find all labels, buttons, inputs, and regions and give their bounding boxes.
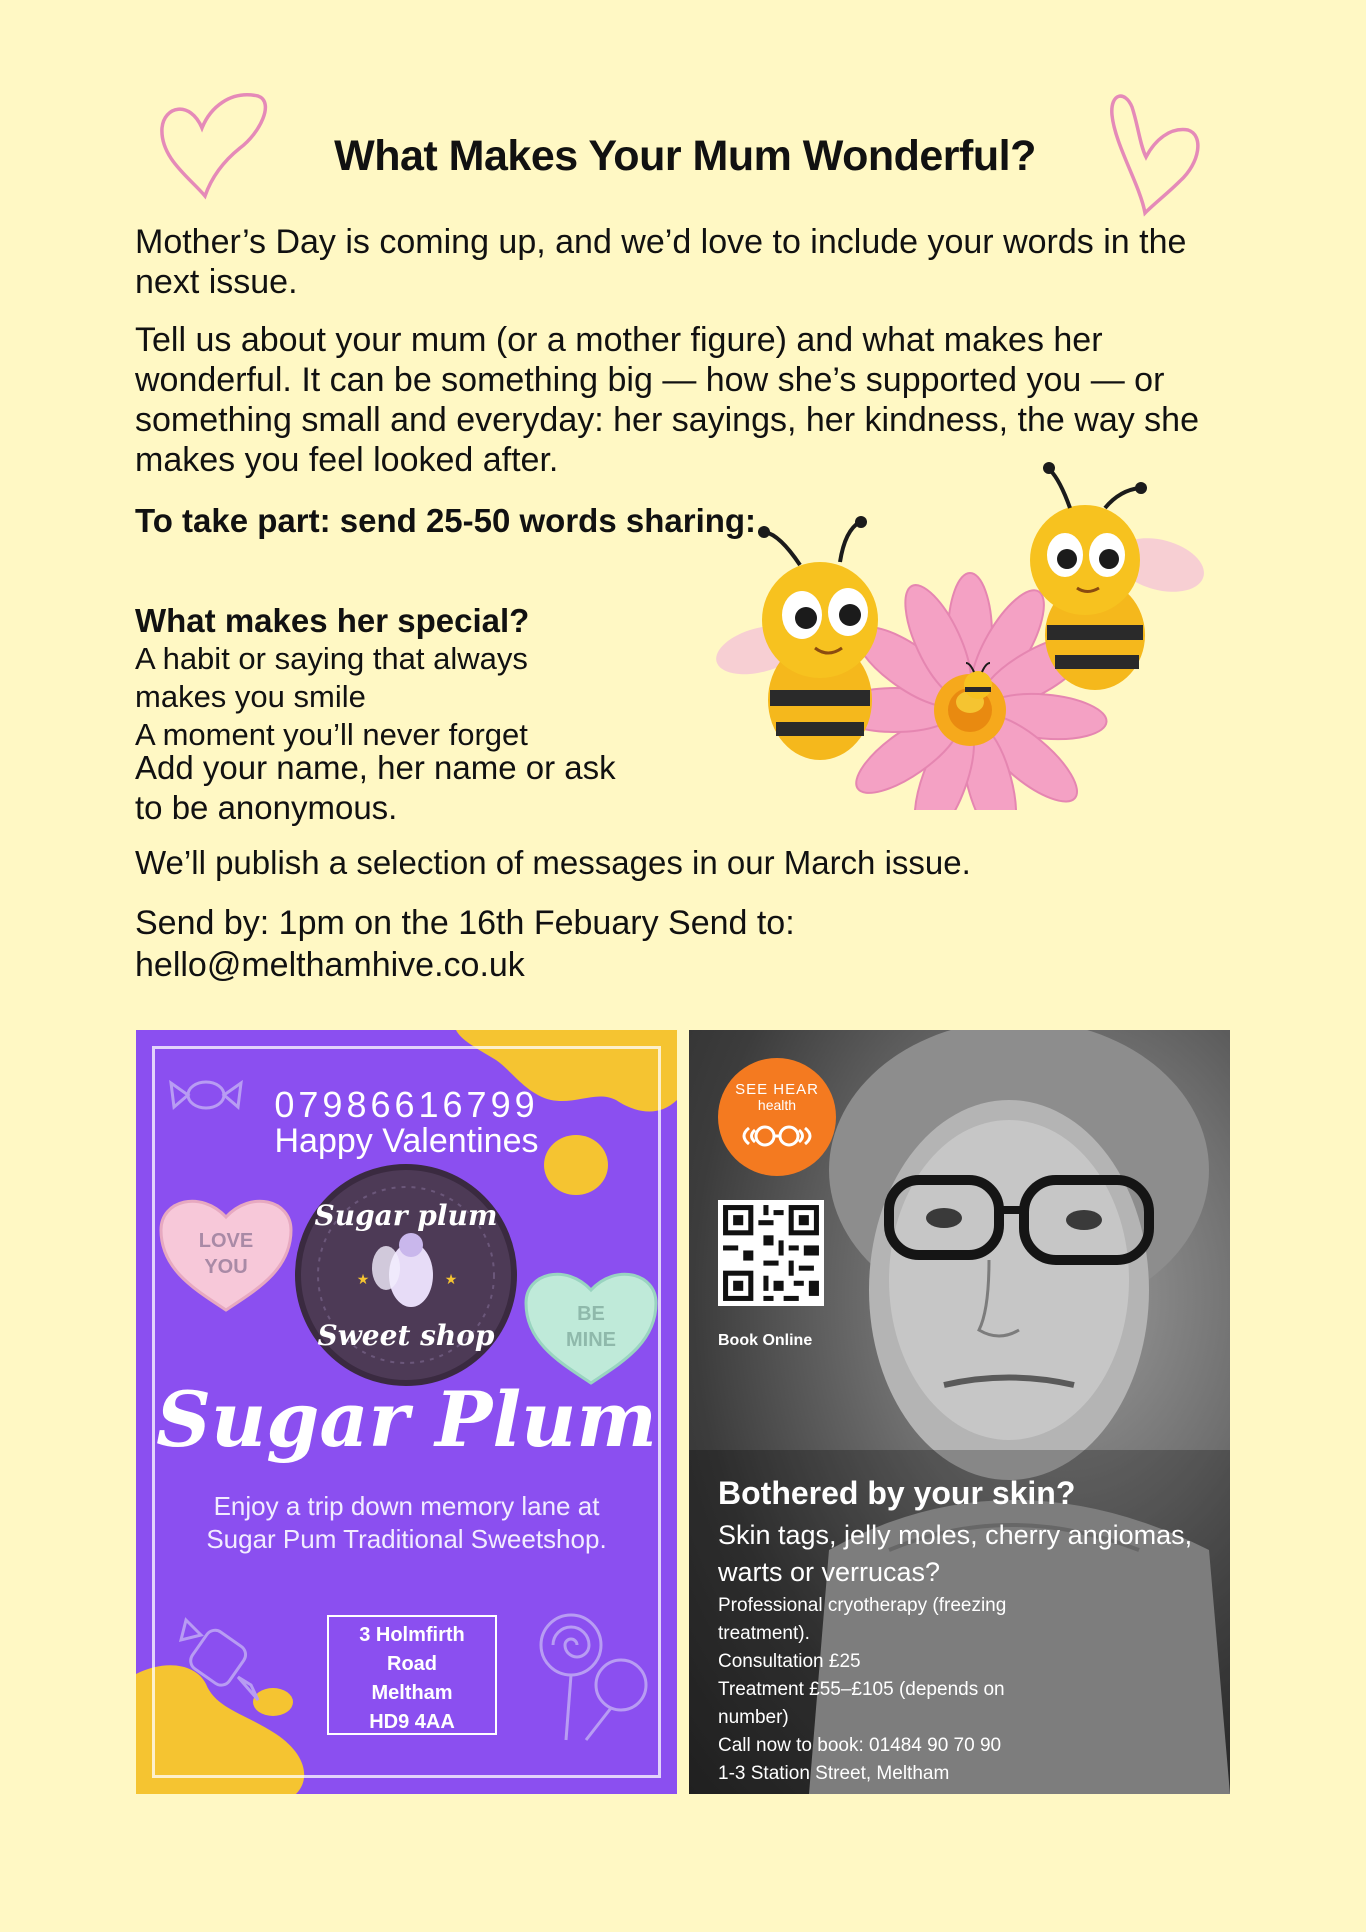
wrapped-candy-icon <box>166 1065 246 1125</box>
detail-line: treatment). <box>718 1623 810 1644</box>
detail-line: number) <box>718 1707 789 1728</box>
logo-line1: SEE HEAR <box>735 1081 819 1098</box>
list-item: A moment you’ll never forget <box>135 717 528 752</box>
lollipop-icon <box>526 1600 656 1750</box>
sugar-plum-address <box>327 1615 497 1735</box>
address-line: Meltham <box>371 1682 453 1704</box>
add-name-line: Add your name, her name or ask <box>135 749 616 786</box>
list-item: makes you smile <box>135 679 366 714</box>
special-list <box>135 602 529 754</box>
heart-text: BE <box>577 1303 605 1325</box>
badge-text-bottom: Sweet shop <box>317 1319 495 1352</box>
heart-text: YOU <box>204 1256 248 1278</box>
detail-line[interactable]: Call now to book: 01484 90 70 90 <box>718 1735 1002 1756</box>
intro-paragraph: Mother’s Day is coming up, and we’d love to include your words in the next issue. <box>135 223 1187 301</box>
sugar-plum-brand: Sugar Plum <box>156 1375 657 1464</box>
svg-text:★: ★ <box>356 1271 370 1287</box>
address-line: 3 Holmfirth <box>359 1624 465 1646</box>
badge-text-top: Sugar plum <box>314 1199 498 1232</box>
logo-line2: health <box>757 1097 797 1113</box>
detail-line: 1-3 Station Street, Meltham <box>718 1763 950 1784</box>
page-title: What Makes Your Mum Wonderful? <box>334 132 1036 180</box>
heart-sticker-love-you <box>156 1185 296 1320</box>
heart-text: LOVE <box>198 1230 254 1252</box>
see-hear-health-advert <box>689 1030 1230 1794</box>
svg-text:★: ★ <box>444 1271 458 1287</box>
special-heading: What makes her special? <box>135 602 530 639</box>
glasses-ear-icon <box>735 1120 819 1152</box>
publish-line: We’ll publish a selection of messages in our March issue. <box>135 844 971 881</box>
wrapped-candy-icon <box>166 1605 276 1715</box>
book-online-label[interactable]: Book Online <box>718 1332 813 1349</box>
detail-line: Treatment £55–£105 (depends on <box>718 1679 1005 1700</box>
sugar-plum-phone[interactable]: 07986616799 <box>274 1084 539 1125</box>
address-line: Road <box>387 1653 437 1675</box>
valentines-greeting: Happy Valentines <box>274 1122 539 1160</box>
heart-sticker-be-mine <box>521 1258 661 1393</box>
skin-headline: Bothered by your skin? <box>718 1475 1076 1511</box>
send-by-line: Send by: 1pm on the 16th Febuary Send to: <box>135 904 795 942</box>
detail-line: Professional cryotherapy (freezing <box>718 1595 1007 1616</box>
address-line: HD9 4AA <box>369 1711 455 1733</box>
sugar-plum-tagline: Enjoy a trip down memory lane at Sugar Pum Traditional Sweetshop. <box>206 1491 607 1554</box>
sugar-plum-badge-logo <box>291 1160 521 1390</box>
list-item: A habit or saying that always <box>135 641 528 676</box>
skin-subhead: Skin tags, jelly moles, cherry angiomas, warts or verrucas? <box>718 1520 1193 1587</box>
heart-text: MINE <box>566 1329 616 1351</box>
sugar-plum-advert <box>136 1030 677 1794</box>
tell-us-paragraph: Tell us about your mum (or a mother figure) and what makes her wonderful. It can be something big — how she’s supported you — or something small and everyday: her sayings, her kindness, the way she makes you feel looked after. <box>135 321 1199 479</box>
add-name-line: to be anonymous. <box>135 789 398 826</box>
email-address[interactable]: hello@melthamhive.co.uk <box>135 946 525 984</box>
take-part-line: To take part: send 25-50 words sharing: <box>135 502 757 539</box>
see-hear-logo <box>718 1058 836 1176</box>
qr-code[interactable] <box>718 1200 824 1306</box>
treatment-details <box>718 1592 1118 1788</box>
bees-flower-illustration <box>700 440 1230 810</box>
detail-line: Consultation £25 <box>718 1651 861 1672</box>
